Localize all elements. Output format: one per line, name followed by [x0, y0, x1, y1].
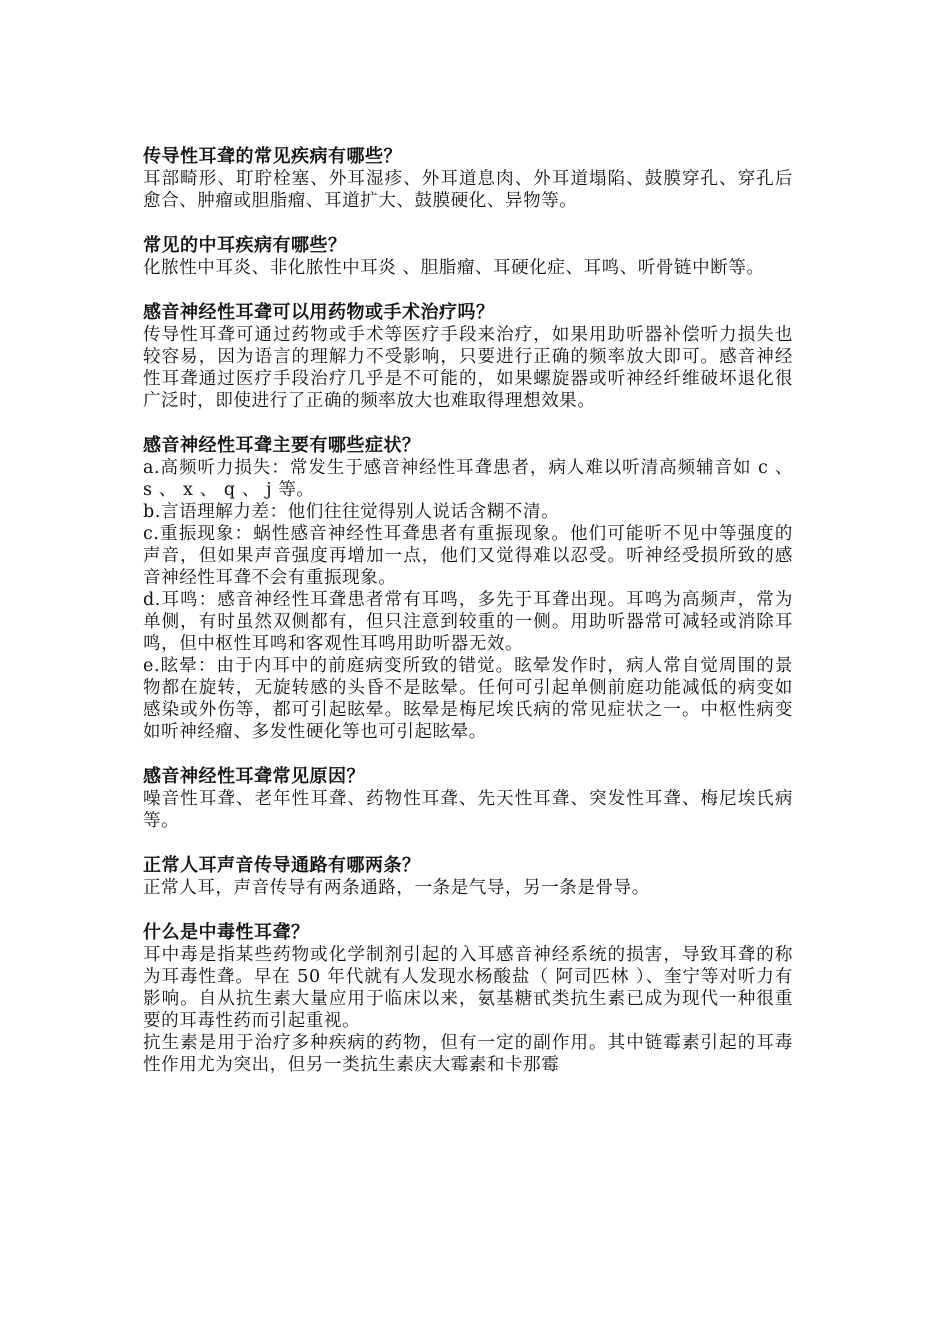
section-symptoms [143, 435, 793, 743]
section-paragraph: 化脓性中耳炎、非化脓性中耳炎 、胆脂瘤、耳硬化症、耳鸣、听骨链中断等。 [143, 258, 765, 278]
section-heading: 常见的中耳疾病有哪些？ [143, 235, 347, 256]
symptom-item: d.耳鸣：感音神经性耳聋患者常有耳鸣，多先于耳聋出现。耳鸣为高频声，常为单侧，有时虽然双侧都有，但只注意到较重的一侧。用助听器常可减轻或消除耳鸣，但中枢性耳鸣和客观性耳鸣用助听器无效。 [143, 590, 793, 654]
section-paragraph: 耳中毒是指某些药物或化学制剂引起的入耳感音神经系统的损害，导致耳聋的称为耳毒性聋。早在 50 年代就有人发现水杨酸盐（ 阿司匹林 ）、奎宁等对听力有影响。自从抗生素大量应用于临床以来，氨基糖甙类抗生素已成为现代一种很重要的耳毒性药而引起重视。 [143, 945, 793, 1031]
section-paragraph: 传导性耳聋可通过药物或手术等医疗手段来治疗，如果用助听器补偿听力损失也较容易，因为语言的理解力不受影响，只要进行正确的频率放大即可。感音神经性耳聋通过医疗手段治疗几乎是不可能的，如果螺旋器或听神经纤维破坏退化很广泛时，即使进行了正确的频率放大也难取得理想效果。 [143, 325, 793, 411]
symptom-item: c.重振现象：蜗性感音神经性耳聋患者有重振现象。他们可能听不见中等强度的声音，但如果声音强度再增加一点，他们又觉得难以忍受。听神经受损所致的感音神经性耳聋不会有重振现象。 [143, 524, 793, 588]
section-sensorineural-causes [143, 766, 793, 832]
section-heading: 正常人耳声音传导通路有哪两条？ [143, 855, 421, 876]
symptom-item: a.高频听力损失：常发生于感音神经性耳聋患者，病人难以听清高频辅音如 c 、 s 、 x 、 q 、 j 等。 [143, 458, 793, 500]
symptom-item: e.眩晕：由于内耳中的前庭病变所致的错觉。眩晕发作时，病人常自觉周围的景物都在旋转，无旋转感的头昏不是眩晕。任何可引起单侧前庭功能减低的病变如感染或外伤等，都可引起眩晕。眩晕是梅尼埃氏病的常见症状之一。中枢性病变如听神经瘤、多发性硬化等也可引起眩晕。 [143, 656, 793, 742]
section-heading: 感音神经性耳聋主要有哪些症状？ [143, 435, 421, 456]
section-paragraph: 正常人耳，声音传导有两条通路，一条是气导，另一条是骨导。 [143, 878, 650, 898]
section-paragraph: 耳部畸形、耵聍栓塞、外耳湿疹、外耳道息肉、外耳道塌陷、鼓膜穿孔、穿孔后愈合、肿瘤或胆脂瘤、耳道扩大、鼓膜硬化、异物等。 [143, 169, 793, 211]
section-conductive-causes [143, 146, 793, 212]
section-ototoxic-deafness [143, 922, 793, 1076]
section-heading: 传导性耳聋的常见疾病有哪些？ [143, 146, 402, 167]
section-treatment [143, 302, 793, 412]
section-middle-ear-diseases [143, 235, 793, 279]
document-page [143, 146, 793, 1099]
section-heading: 感音神经性耳聋可以用药物或手术治疗吗？ [143, 302, 495, 323]
section-conduction-pathways [143, 855, 793, 899]
section-heading: 什么是中毒性耳聋？ [143, 922, 310, 943]
section-paragraph: 抗生素是用于治疗多种疾病的药物，但有一定的副作用。其中链霉素引起的耳毒性作用尤为突出，但另一类抗生素庆大霉素和卡那霉 [143, 1033, 793, 1075]
section-heading: 感音神经性耳聋常见原因？ [143, 766, 365, 787]
symptom-item: b.言语理解力差：他们往往觉得别人说话含糊不清。 [143, 502, 560, 522]
section-paragraph: 噪音性耳聋、老年性耳聋、药物性耳聋、先天性耳聋、突发性耳聋、梅尼埃氏病等。 [143, 789, 793, 831]
